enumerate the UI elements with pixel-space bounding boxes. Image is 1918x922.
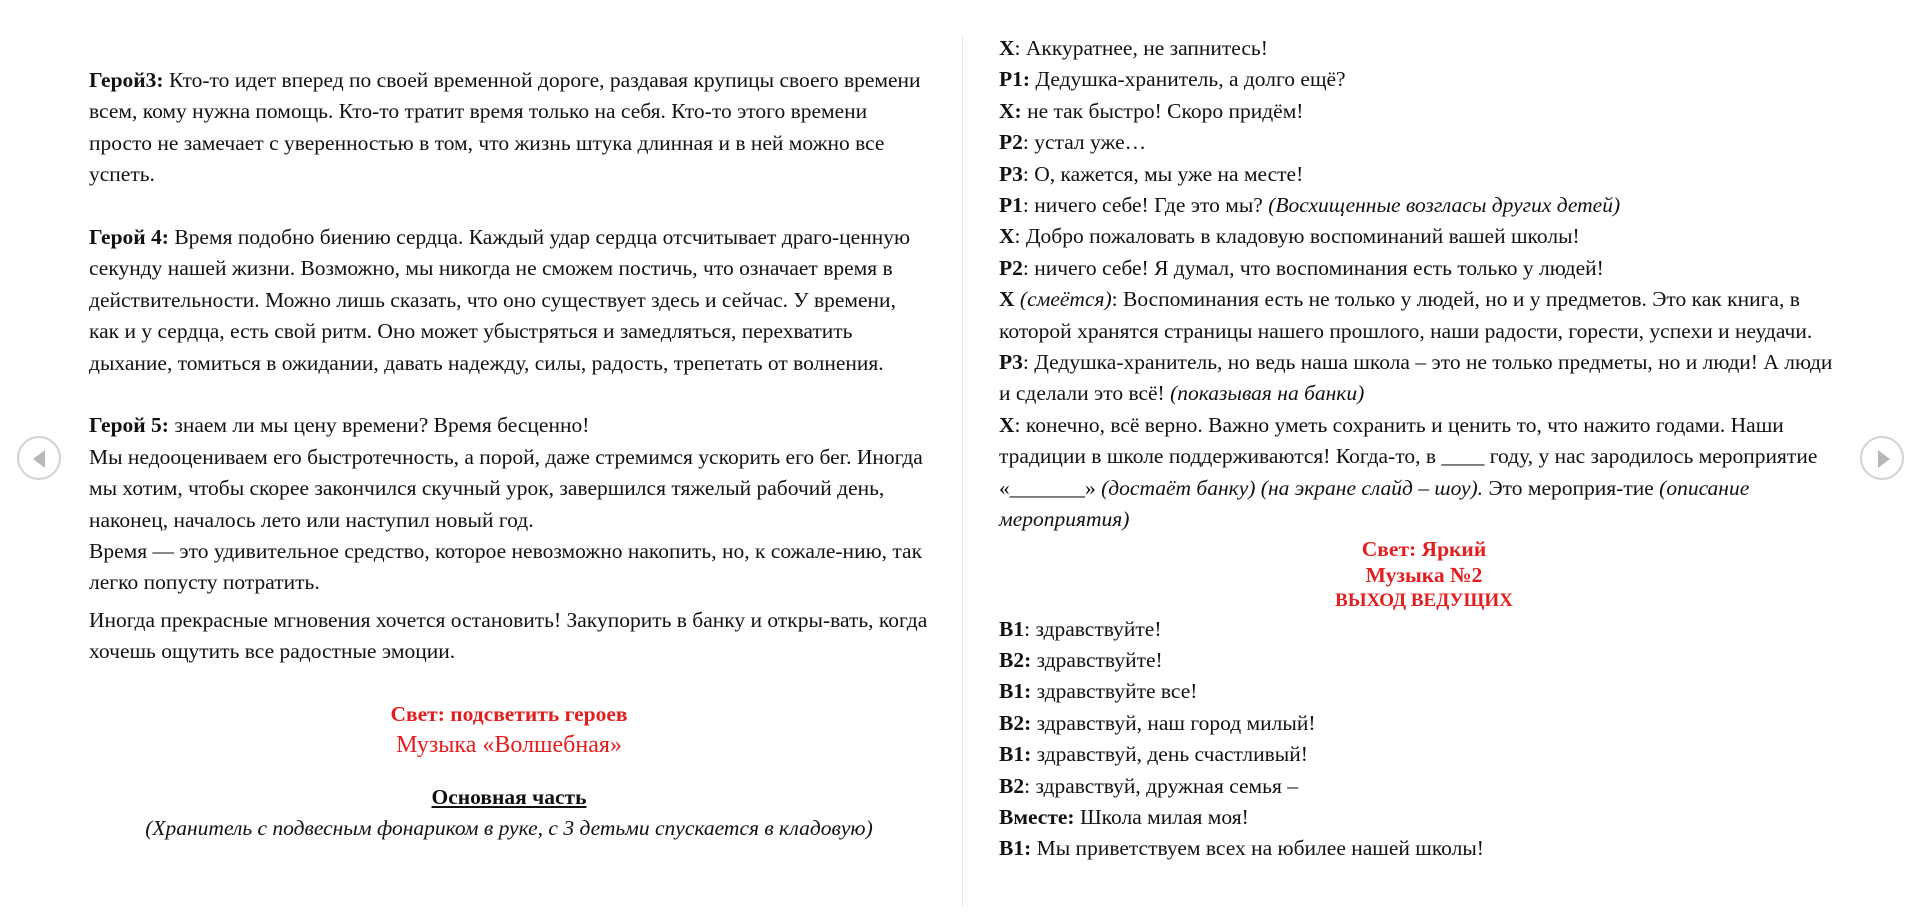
speaker-label: Р1 [999, 193, 1023, 218]
speaker-label: Р2 [999, 255, 1023, 280]
dialogue-line [999, 64, 1849, 95]
stage-note: (показывая на банки) [1170, 381, 1365, 406]
dialogue-text: Дедушка-хранитель, а долго ещё? [1030, 67, 1346, 92]
dialogue-line [999, 33, 1849, 64]
speaker-label: Герой3: [89, 68, 164, 92]
dialogue-text: Это мероприя-тие [1483, 475, 1660, 500]
dialogue-line [999, 802, 1849, 833]
dialogue-text: : О, кажется, мы уже на месте! [1022, 161, 1304, 186]
light-cue: Свет: подсветить героев [390, 702, 628, 727]
stage-note: (Восхищенные возгласы других детей) [1268, 193, 1621, 218]
speaker-label: Х: [999, 98, 1022, 123]
dialogue-line [999, 190, 1849, 221]
dialogue-line [999, 221, 1849, 252]
dialogue-text: Время подобно биению сердца. Каждый удар сердца отсчитывает драго-ценную секунду нашей жизни. Возможно, мы никогда не сможем постичь, что означает время в действительности. Можно лишь сказать, что оно существует здесь и сейчас. У времени, как и у сердца, есть свой ритм. Оно может убыстряться и замедляться, перехватить дыхание, томиться в ожидании, давать надежду, силы, радость, трепетать от волнения. [89, 225, 911, 375]
dialogue-text: здравствуйте все! [1031, 679, 1198, 704]
speaker-label: В1: [999, 679, 1032, 704]
hero3-paragraph [89, 65, 929, 191]
speaker-label: В2: [999, 647, 1032, 672]
speaker-label: В1: [999, 742, 1032, 767]
dialogue-text: : Воспоминания есть не только у людей, но и у предметов. Это как книга, в которой хранятся страницы нашего прошлого, наши радости, горести, успехи и неудачи. [999, 287, 1813, 343]
music-cue: Музыка «Волшебная» [396, 732, 622, 759]
body-paragraph: Время — это удивительное средство, которое невозможно накопить, но, к сожале-нию, так легко попусту потратить. [89, 539, 923, 595]
stage-note: (достаёт банку) (на экране слайд – шоу). [1101, 475, 1484, 500]
dialogue-text: : Аккуратнее, не запнитесь! [1014, 36, 1268, 60]
dialogue-line [999, 676, 1849, 707]
speaker-label: В1 [999, 616, 1025, 641]
stage-direction: (Хранитель с подвесным фонариком в руке, с 3 детьми спускается в кладовую) [145, 816, 873, 841]
dialogue-line [999, 771, 1849, 802]
dialogue-line [999, 253, 1849, 284]
speaker-label: В1: [999, 836, 1032, 861]
body-paragraph: Иногда прекрасные мгновения хочется остановить! Закупорить в банку и откры-вать, когда хочешь ощутить все радостные эмоции. [89, 607, 928, 664]
stage-note: (описание мероприятия) [999, 475, 1750, 532]
dialogue-text: : здравствуй, дружная семья – [1024, 773, 1298, 798]
dialogue-line [999, 614, 1849, 645]
dialogue-line [999, 96, 1849, 127]
chevron-right-icon [1878, 450, 1890, 468]
dialogue-text: Мы приветствуем всех на юбилее нашей школы! [1031, 836, 1484, 861]
dialogue-line [999, 645, 1849, 676]
speaker-label: Герой 4: [89, 225, 169, 250]
dialogue-line [999, 739, 1849, 770]
dialogue-text: Школа милая моя! [1074, 804, 1249, 829]
dialogue-text: Кто-то идет вперед по своей временной дороге, раздавая крупицы своего времени всем, кому нужна помощь. Кто-то тратит время только на себя. Кто-то этого времени просто не замечает с уверенностью в том, что жизнь штука длинная и в ней можно все успеть. [89, 68, 921, 187]
dialogue-text: здравствуй, день счастливый! [1031, 742, 1308, 767]
hero5-paragraph [89, 410, 929, 441]
speaker-label: Р3 [999, 350, 1023, 375]
dialogue-text: здравствуй, наш город милый! [1031, 710, 1316, 735]
speaker-label: В2 [999, 773, 1025, 798]
dialogue-line [999, 284, 1849, 347]
left-page [89, 65, 929, 845]
dialogue-text: : ничего себе! Я думал, что воспоминания есть только у людей! [1022, 255, 1604, 280]
dialogue-text: : здравствуйте! [1024, 616, 1162, 641]
dialogue-line [999, 127, 1849, 158]
speaker-label: В2: [999, 710, 1032, 735]
dialogue-text: : ничего себе! Где это мы? [1022, 193, 1269, 218]
speaker-label: Р2 [999, 130, 1023, 155]
section-title: Основная часть [431, 784, 587, 809]
exit-cue: ВЫХОД ВЕДУЩИХ [1335, 589, 1513, 611]
dialogue-line [999, 833, 1849, 864]
dialogue-line [999, 708, 1849, 739]
dialogue-line [999, 159, 1849, 190]
page-divider [962, 36, 963, 906]
dialogue-text: : Добро пожаловать в кладовую воспоминаний вашей школы! [1014, 224, 1580, 249]
speaker-label: Вместе: [999, 804, 1075, 829]
body-paragraph: Мы недооцениваем его быстротечность, а порой, даже стремимся ускорить его бег. Иногда мы хотим, чтобы скорее закончился скучный урок, завершился тяжелый рабочий день, наконец, началось лето или наступил новый год. [89, 444, 923, 532]
speaker-label: Х [999, 287, 1015, 312]
dialogue-line [999, 410, 1849, 536]
dialogue-text: не так быстро! Скоро придём! [1021, 98, 1304, 123]
dialogue-line [999, 347, 1849, 410]
chevron-left-icon [33, 450, 45, 468]
prev-page-button[interactable] [17, 436, 61, 480]
speaker-label: Р1: [999, 67, 1031, 92]
dialogue-text: : конечно, всё верно. Важно уметь сохранить и ценить то, что нажито годами. Наши традиции в школе поддерживаются! Когда-то, в ____ году, у нас зародилось мероприятие «_______» [999, 412, 1818, 500]
hero4-paragraph [89, 222, 929, 379]
speaker-label: Х [999, 224, 1015, 249]
dialogue-text: знаем ли мы цену времени? Время бесценно! [168, 413, 590, 438]
dialogue-text: : Дедушка-хранитель, но ведь наша школа – это не только предметы, но и люди! А люди и сделали это всё! [999, 350, 1833, 406]
light-cue: Свет: Яркий [1361, 536, 1487, 561]
speaker-label: Х [999, 412, 1015, 437]
next-page-button[interactable] [1860, 436, 1904, 480]
dialogue-text: здравствуйте! [1031, 647, 1163, 672]
speaker-label: Х [999, 36, 1015, 60]
music-cue: Музыка №2 [1365, 562, 1483, 587]
right-page [999, 33, 1849, 865]
dialogue-text: : устал уже… [1022, 130, 1147, 155]
stage-note: (смеётся) [1014, 287, 1112, 312]
speaker-label: Герой 5: [89, 413, 169, 438]
speaker-label: Р3 [999, 161, 1023, 186]
